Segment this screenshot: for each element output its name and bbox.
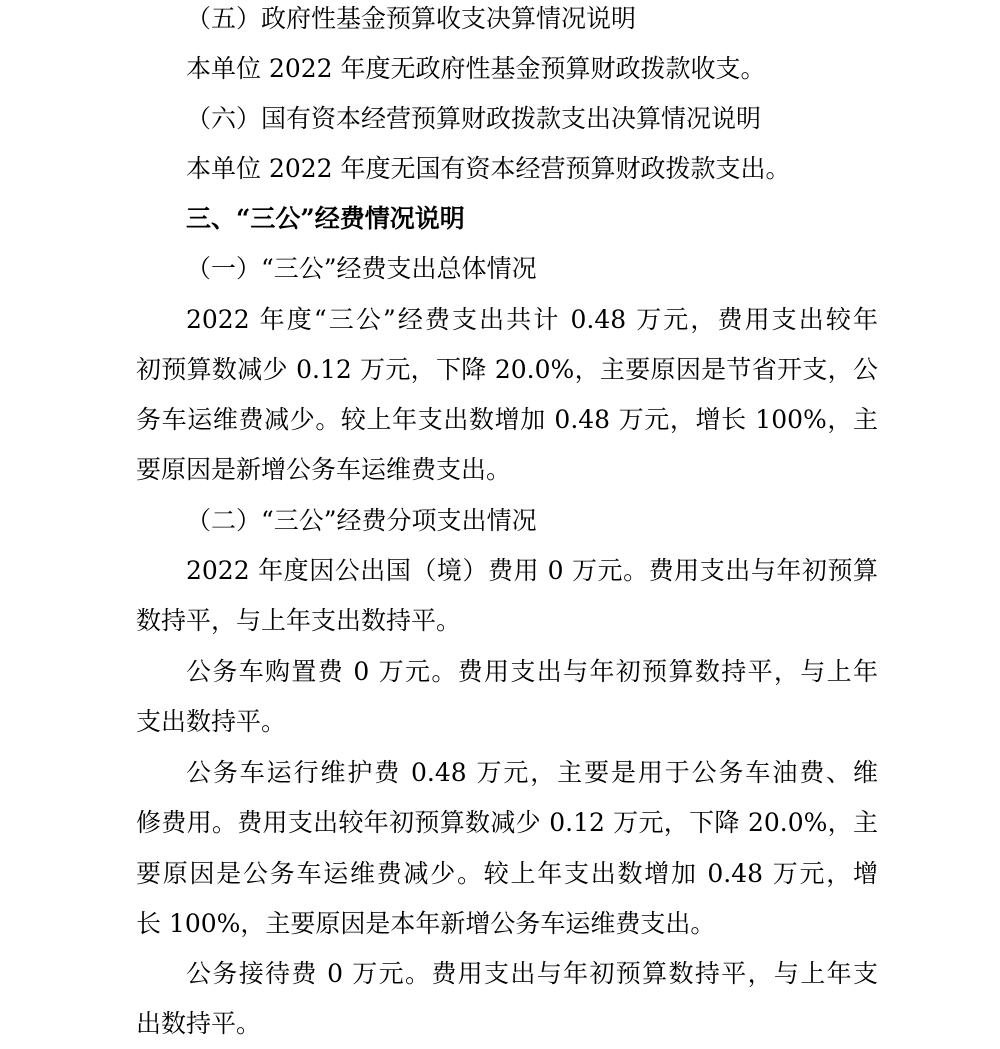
- paragraph-line: 本单位 2022 年度无国有资本经营预算财政拨款支出。: [186, 154, 791, 183]
- paragraph-line: 数持平，与上年支出数持平。: [136, 606, 462, 635]
- paragraph-line: 公务接待费 0 万元。费用支出与年初预算数持平，与上年支: [186, 959, 878, 988]
- paragraph-line: 要原因是新增公务车运维费支出。: [136, 455, 512, 484]
- paragraph-line: 公务车购置费 0 万元。费用支出与年初预算数持平，与上年: [186, 657, 878, 686]
- paragraph-line: 出数持平。: [136, 1009, 262, 1038]
- section-heading-three-public: 三、“三公”经费情况说明: [186, 204, 465, 233]
- subheading-overall: （一）“三公”经费支出总体情况: [186, 254, 537, 283]
- paragraph-line: 初预算数减少 0.12 万元，下降 20.0%，主要原因是节省开支，公: [136, 355, 878, 384]
- subheading-itemized: （二）“三公”经费分项支出情况: [186, 506, 537, 535]
- paragraph-line: 本单位 2022 年度无政府性基金预算财政拨款收支。: [186, 54, 766, 83]
- paragraph-line: 2022 年度“三公”经费支出共计 0.48 万元，费用支出较年: [186, 305, 878, 334]
- paragraph-line: 长 100%，主要原因是本年新增公务车运维费支出。: [136, 909, 716, 938]
- subheading-government-fund: （五）政府性基金预算收支决算情况说明: [186, 4, 637, 33]
- paragraph-line: 务车运维费减少。较上年支出数增加 0.48 万元，增长 100%，主: [136, 405, 878, 434]
- subheading-state-capital: （六）国有资本经营预算财政拨款支出决算情况说明: [186, 104, 762, 133]
- paragraph-line: 公务车运行维护费 0.48 万元，主要是用于公务车油费、维: [186, 758, 878, 787]
- paragraph-line: 要原因是公务车运维费减少。较上年支出数增加 0.48 万元，增: [136, 859, 878, 888]
- paragraph-line: 2022 年度因公出国（境）费用 0 万元。费用支出与年初预算: [186, 556, 878, 585]
- paragraph-line: 修费用。费用支出较年初预算数减少 0.12 万元，下降 20.0%，主: [136, 808, 878, 837]
- paragraph-line: 支出数持平。: [136, 707, 287, 736]
